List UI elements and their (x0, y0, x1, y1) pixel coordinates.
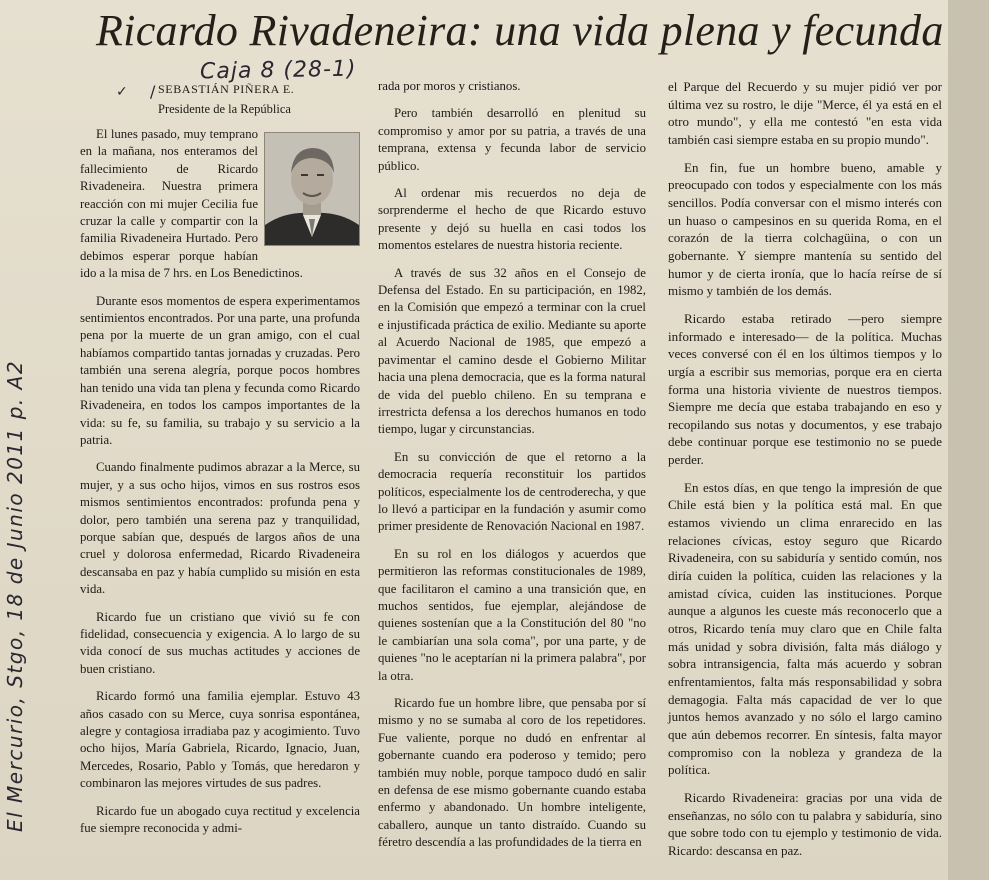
col3-paragraph-2: Ricardo estaba retirado —pero siempre informado e interesado— de la política. Muchas veces conversé con él en los últimos tiempos y lo urgía a escribir sus memorias, porque era en cierta forma una historia viviente de nuestros tiempos. Siempre me decía que estaba trabajando en eso y recopilando sus notas y documentos, y ese trabajo debe continuar porque ese testimonio no se puede perder. (668, 310, 942, 468)
col3-paragraph-1: En fin, fue un hombre bueno, amable y preocupado con todos y especialmente con los más sencillos. Podía conversar con el mismo interés con un huaso o campesinos en su querida Roma, en el corazón de la tierra colchagüina, o con un gobernante. Y siempre mantenía su sentido del humor y de cierta ironía, que lo hacía reírse de sí mismo y también de los demás. (668, 159, 942, 299)
author-role: Presidente de la República (158, 102, 291, 116)
col2-paragraph-1: Pero también desarrolló en plenitud su compromiso y amor por su patria, a través de una temprana, extensa y fecunda labor de servicio público. (378, 106, 646, 173)
col1-paragraph-2: Durante esos momentos de espera experimentamos sentimientos encontrados. Por una parte, una profunda pena por la muerte de un gran amigo, con el cual habíamos compartido tantas jornadas y cruzadas. Pero también una serena alegría, porque pocos hombres han tenido una vida tan plena y fecunda como Ricardo Rivadeneira, en todos los campos importantes de la vida: su fe, su familia, su trabajo y su servicio a la patria. (80, 293, 360, 447)
column-1 (80, 126, 360, 847)
column-2 (378, 78, 646, 862)
headline: Ricardo Rivadeneira: una vida plena y fecunda (96, 6, 944, 55)
col2-paragraph-4: En su convicción de que el retorno a la democracia requería reconstituir los partidos políticos, especialmente los de centroderecha, y que lo llevó a participar en la fundación y asumir como primer presidente de Renovación Nacional en 1987. (378, 449, 646, 534)
column-3 (668, 78, 942, 870)
col2-paragraph-3: A través de sus 32 años en el Consejo de Defensa del Estado. En su participación, en 1982, en la Comisión que empezó a terminar con la cruel e injustificada práctica de exilio. Mediante su aporte al Acuerdo Nacional de 1985, que empezó a pavimentar el camino desde el Gobierno Militar hacia una plena democracia, que es la forma natural de vida del pueblo chileno. En su temprana e irrestricta defensa a los derechos humanos en todo tiempo, lugar y circunstancias. (378, 265, 646, 437)
col1-paragraph-6: Ricardo fue un abogado cuya rectitud y excelencia fue siempre reconocida y admi- (80, 803, 360, 836)
col2-paragraph-6: Ricardo fue un hombre libre, que pensaba por sí mismo y no se sumaba al coro de los repetidores. Fue valiente, porque no dudó en enfrentar al gobernante cuando era poderoso y temido; pero también muy noble, porque tampoco dudó en salir en defensa de ese mismo gobernante cuando estaba enfermo y abandonado. Un hombre inteligente, caballero, aunque un tanto distraído. Cuando su féretro descendía a las profundidades de la tierra en (378, 696, 646, 850)
pen-mark: ✓ (116, 84, 128, 100)
col1-paragraph-4: Ricardo fue un cristiano que vivió su fe con fidelidad, consecuencia y exigencia. A lo largo de su vida conocí de sus muchas actitudes y acciones de buen cristiano. (80, 609, 360, 676)
col2-paragraph-5: En su rol en los diálogos y acuerdos que permitieron las reformas constitucionales de 1989, que facilitaron el camino a una transición que, en muchos sentidos, fue ejemplar, alejándose de quienes sostenían que a la Constitución del 80 "no le cambiarían una sola coma", por una parte, y de quienes "no le aceptarían ni la primera palabra", por la otra. (378, 546, 646, 683)
col1-paragraph-3: Cuando finalmente pudimos abrazar a la Merce, su mujer, y a sus ocho hijos, vimos en sus rostros esos mismos sentimientos encontrados: profunda pena y dolor, pero también una serena paz y tranquilidad, porque sabían que, después de largos años de una cruel y dolorosa enfermedad, Ricardo Rivadeneira descansaba en paz y había cumplido su misión en esta vida. (80, 460, 360, 597)
handwritten-archive-note: Caja 8 (28-1) (199, 56, 357, 85)
col3-paragraph-3: En estos días, en que tengo la impresión de que Chile está bien y la política está mal. En que estamos viviendo un clima enrarecido en las relaciones cívicas, estoy seguro que Ricardo Rivadeneira, con su sabiduría y sentido común, nos diría cuiden la política, cuiden las relaciones y la amistad cívica, cuiden las instituciones. Porque aunque a algunos les cueste más reconocerlo que a otros, Ricardo tenía muy claro que en Chile falta más unidad y sobra división, falta más diálogo y sobra intransigencia, falta más acuerdo y sobran enfrentamientos, falta más responsabilidad y sobra demagogia. Falta más capacidad de ver lo que juntos hemos avanzado y no sólo el largo camino que aún debemos recorrer. En síntesis, falta mayor compromiso con la nobleza y grandeza de la política. (668, 479, 942, 778)
handwritten-source-note: El Mercurio, Stgo, 18 de Junio 2011 p. A2 (3, 359, 27, 832)
clipping-edge (948, 0, 989, 880)
col2-paragraph-2: Al ordenar mis recuerdos no deja de sorprenderme el hecho de que Ricardo estuvo presente y dejó su huella en casi todos los momentos estelares de nuestra historia reciente. (378, 186, 646, 253)
col3-paragraph-4: Ricardo Rivadeneira: gracias por una vida de enseñanzas, no sólo con tu palabra y sabiduría, sino que sobre todo con tu ejemplo y testimonio de vida. Ricardo: descansa en paz. (668, 789, 942, 858)
byline: SEBASTIÁN PIÑERA E. (158, 82, 295, 96)
pen-mark-slash: / (150, 82, 156, 101)
col1-paragraph-5: Ricardo formó una familia ejemplar. Estuvo 43 años casado con su Merce, cuya sonrisa espontánea, alegre y contagiosa irradiaba paz y acogimiento. Tuvo ocho hijos, María Gabriela, Ricardo, Ignacio, Juan, Mercedes, Rosario, Pablo y Tomás, que heredaron y combinaron las mejores virtudes de sus padres. (80, 689, 360, 791)
col3-continuation: el Parque del Recuerdo y su mujer pidió ver por última vez su rostro, le dije "Merce, él ya está en el otro mundo", y ella me contestó "en esta vida también casi siempre estaba en su propio mundo". (668, 79, 942, 147)
col2-continuation: rada por moros y cristianos. (378, 79, 521, 93)
col1-paragraph-1: El lunes pasado, muy temprano en la mañana, nos enteramos del fallecimiento de Ricardo Rivadeneira. Nuestra primera reacción con mi mujer Cecilia fue cruzar la calle y compartir con la familia Rivadeneira Hurtado. Pero debimos esperar porque habían ido a la misa de 7 hrs. en Los Benedictinos. (80, 127, 303, 281)
author-photo (264, 132, 360, 246)
